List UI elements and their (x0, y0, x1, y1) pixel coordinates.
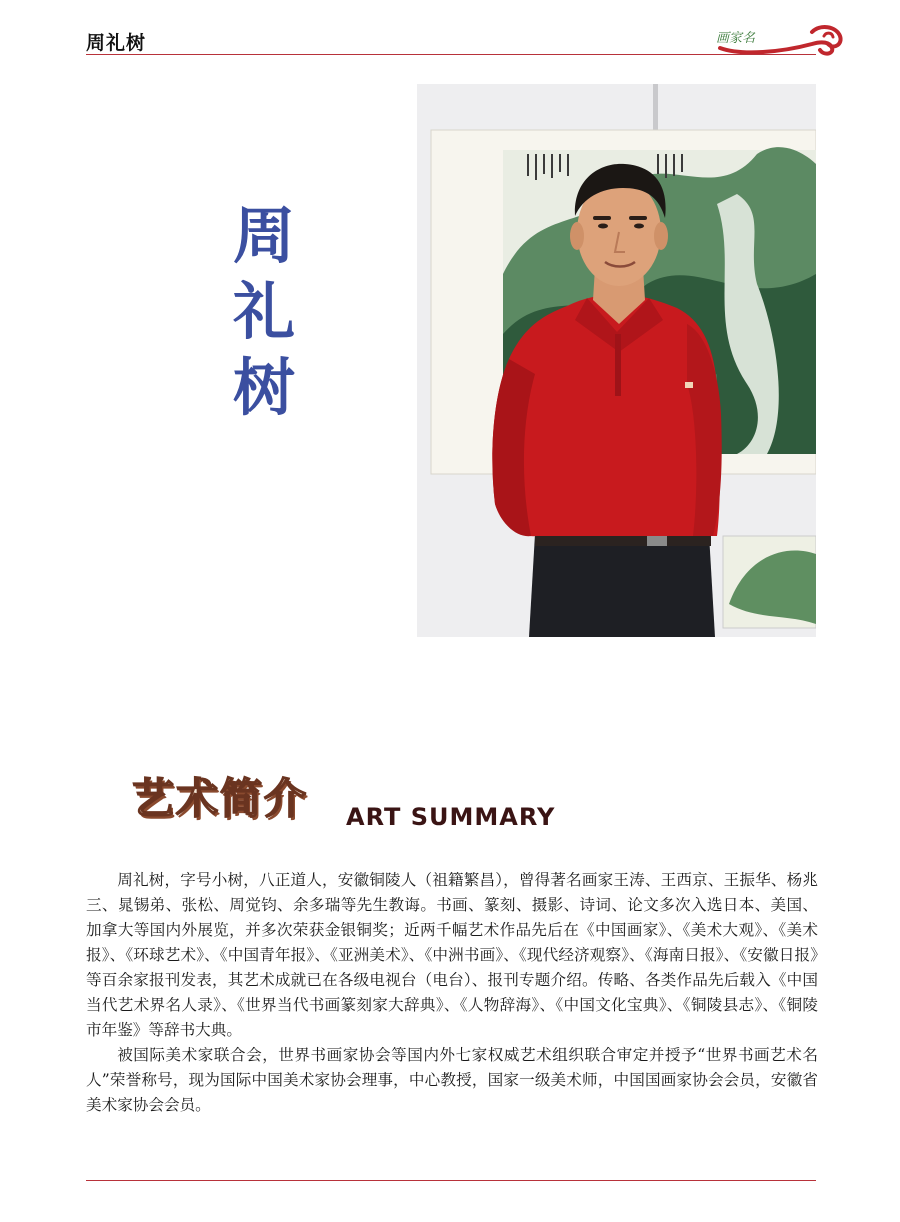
footer-rule (86, 1180, 816, 1181)
title-char-1: 周 (232, 199, 295, 272)
title-char-3: 树 (232, 351, 295, 424)
title-char-2: 礼 (232, 275, 295, 348)
portrait-photo (417, 84, 816, 637)
fan-painting (723, 536, 816, 628)
section-title-en: ART SUMMARY (346, 803, 556, 831)
logo-icon (712, 22, 844, 56)
bio-paragraph-2: 被国际美术家联合会，世界书画家协会等国内外七家权威艺术组织联合审定并授予“世界书画艺术名人”荣誉称号，现为国际中国美术家协会理事，中心教授，国家一级美术师，中国国画家协会会员，安徽省美术家协会会员。 (86, 1046, 818, 1114)
header-rule (86, 54, 816, 55)
logo-text: 画家名 (716, 31, 756, 46)
vertical-title (226, 198, 302, 426)
section-title-cn: 艺术简介 (132, 774, 309, 823)
biography-text (86, 868, 818, 1118)
header-name: 周礼树 (86, 32, 147, 54)
bio-paragraph-1: 周礼树，字号小树，八正道人，安徽铜陵人（祖籍繁昌），曾得著名画家王涛、王西京、王振华、杨兆三、晁锡弟、张松、周觉钧、余多瑞等先生教诲。书画、篆刻、摄影、诗词、论文多次入选日本、美国、加拿大等国内外展览，并多次荣获金银铜奖；近两千幅艺术作品先后在《中国画家》、《美术大观》、《美术报》、《环球艺术》、《中国青年报》、《亚洲美术》、《中洲书画》、《现代经济观察》、《海南日报》、《安徽日报》等百余家报刊发表，其艺术成就已在各级电视台（电台）、报刊专题介绍。传略、各类作品先后载入《中国当代艺术界名人录》、《世界当代书画篆刻家大辞典》、《人物辞海》、《中国文化宝典》、《铜陵县志》、《铜陵市年鉴》等辞书大典。 (86, 871, 818, 1039)
